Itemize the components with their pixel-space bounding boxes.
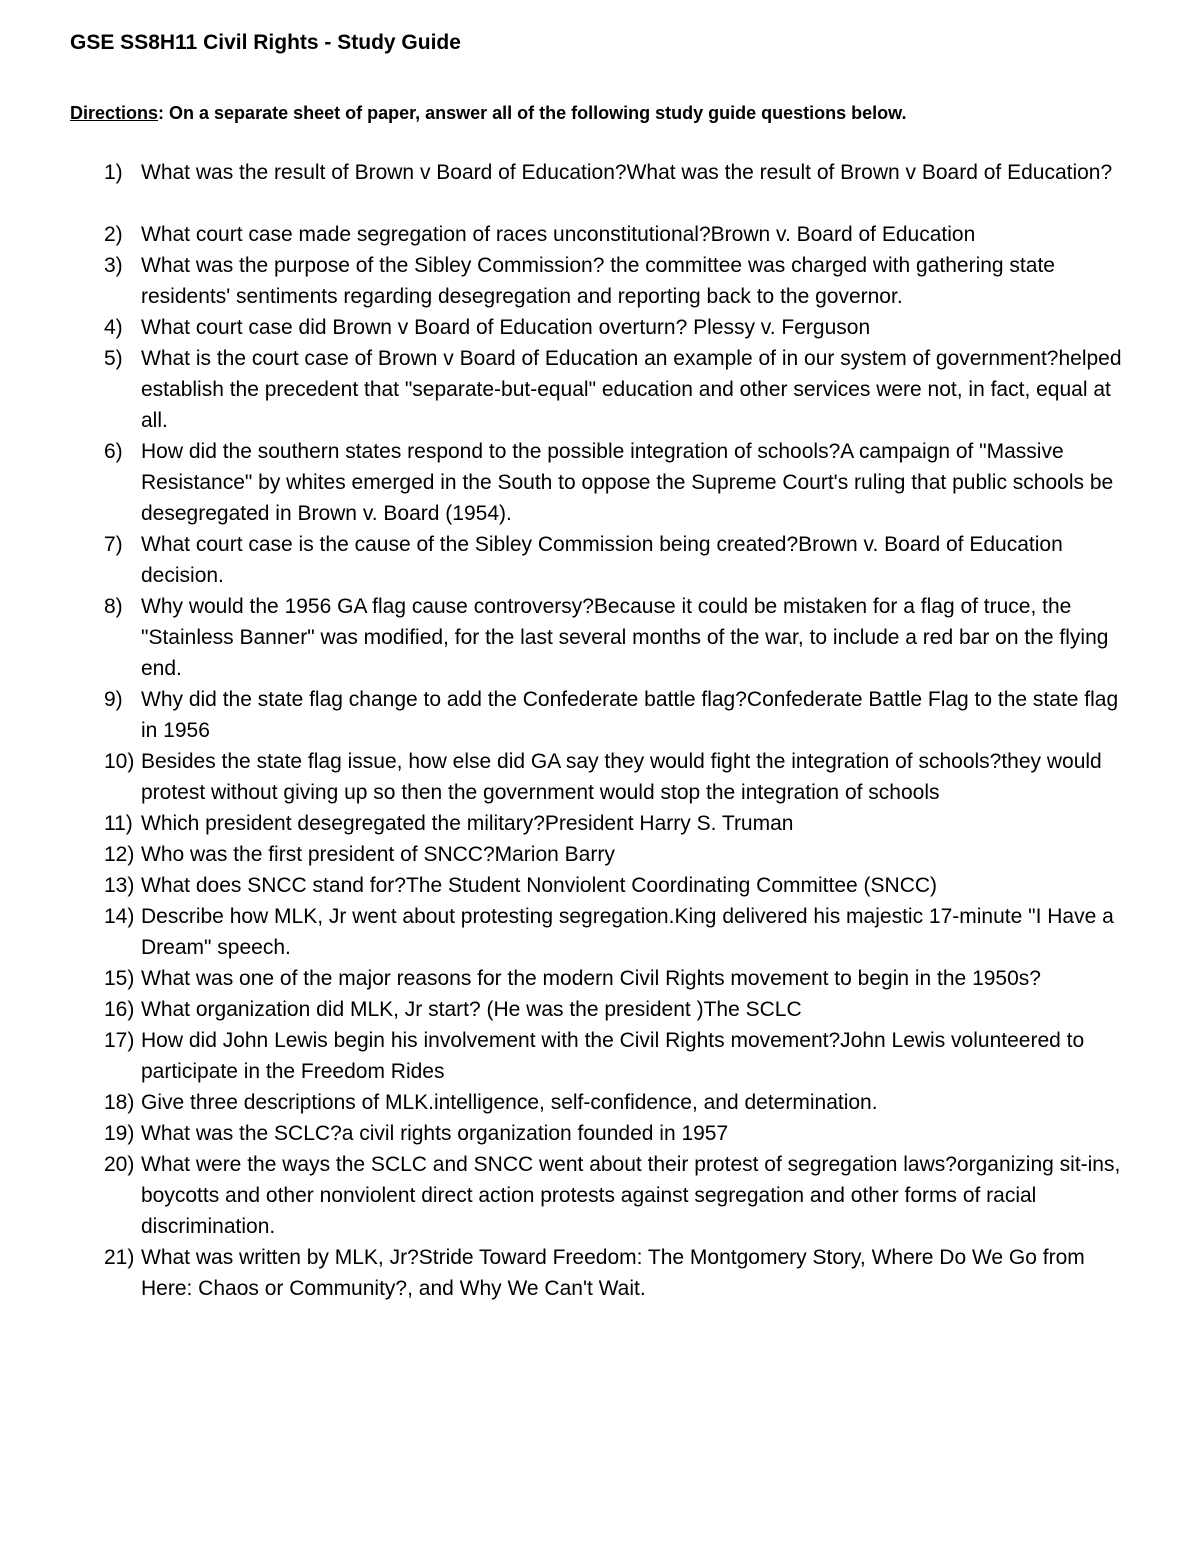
question-text: Why would the 1956 GA flag cause controversy?Because it could be mistaken for a flag of truce, the "Stainless Banner" was modified, for the last several months of the war, to include a red bar on the flying end. xyxy=(141,595,1109,680)
question-text: Give three descriptions of MLK.intelligence, self-confidence, and determination. xyxy=(141,1091,878,1114)
question-text: What does SNCC stand for?The Student Nonviolent Coordinating Committee (SNCC) xyxy=(141,874,938,897)
question-item-8 xyxy=(104,591,1140,684)
question-item-15 xyxy=(104,963,1140,994)
question-item-4 xyxy=(104,312,1140,343)
question-item-20 xyxy=(104,1149,1140,1242)
question-item-13 xyxy=(104,870,1140,901)
question-number: 6) xyxy=(104,440,123,463)
question-number: 14) xyxy=(104,905,135,928)
question-item-18 xyxy=(104,1087,1140,1118)
question-number: 8) xyxy=(104,595,123,618)
question-number: 16) xyxy=(104,998,135,1021)
question-text: What was the result of Brown v Board of Education?What was the result of Brown v Board of Education? xyxy=(141,161,1113,184)
question-number: 9) xyxy=(104,688,123,711)
question-item-9 xyxy=(104,684,1140,746)
question-text: Which president desegregated the military?President Harry S. Truman xyxy=(141,812,794,835)
question-text: What was the purpose of the Sibley Commission? the committee was charged with gathering state residents' sentiments regarding desegregation and reporting back to the governor. xyxy=(141,254,1055,308)
question-text: What court case made segregation of races unconstitutional?Brown v. Board of Education xyxy=(141,223,976,246)
question-number: 21) xyxy=(104,1246,135,1269)
question-text: Besides the state flag issue, how else did GA say they would fight the integration of schools?they would protest without giving up so then the government would stop the integration of schools xyxy=(141,750,1102,804)
question-number: 2) xyxy=(104,223,123,246)
question-item-2 xyxy=(104,219,1140,250)
question-text: Who was the first president of SNCC?Marion Barry xyxy=(141,843,615,866)
question-item-21 xyxy=(104,1242,1140,1304)
page-title: GSE SS8H11 Civil Rights - Study Guide xyxy=(70,31,461,54)
directions-label: Directions xyxy=(70,103,159,123)
question-number: 15) xyxy=(104,967,135,990)
question-number: 1) xyxy=(104,161,123,184)
question-item-5 xyxy=(104,343,1140,436)
directions xyxy=(70,101,907,125)
question-text: What is the court case of Brown v Board of Education an example of in our system of government?helped establish the precedent that "separate-but-equal" education and other services were not, in fact, equal at all. xyxy=(141,347,1122,432)
question-number: 19) xyxy=(104,1122,135,1145)
question-text: What was the SCLC?a civil rights organization founded in 1957 xyxy=(141,1122,729,1145)
question-text: What was written by MLK, Jr?Stride Toward Freedom: The Montgomery Story, Where Do We Go from Here: Chaos or Community?, and Why We Can't Wait. xyxy=(141,1246,1085,1300)
question-number: 18) xyxy=(104,1091,135,1114)
question-item-6 xyxy=(104,436,1140,529)
question-item-16 xyxy=(104,994,1140,1025)
question-item-1 xyxy=(104,157,1140,188)
question-number: 12) xyxy=(104,843,135,866)
question-item-17 xyxy=(104,1025,1140,1087)
question-text: What court case did Brown v Board of Education overturn? Plessy v. Ferguson xyxy=(141,316,871,339)
question-text: What were the ways the SCLC and SNCC went about their protest of segregation laws?organizing sit-ins, boycotts and other nonviolent direct action protests against segregation and other forms of racial discrimination. xyxy=(141,1153,1121,1238)
question-item-11 xyxy=(104,808,1140,839)
question-item-3 xyxy=(104,250,1140,312)
question-item-14 xyxy=(104,901,1140,963)
question-item-19 xyxy=(104,1118,1140,1149)
question-number: 7) xyxy=(104,533,123,556)
question-text: What was one of the major reasons for the modern Civil Rights movement to begin in the 1950s? xyxy=(141,967,1041,990)
question-text: What court case is the cause of the Sibley Commission being created?Brown v. Board of Education decision. xyxy=(141,533,1063,587)
question-item-7 xyxy=(104,529,1140,591)
question-number: 3) xyxy=(104,254,123,277)
question-text: Why did the state flag change to add the Confederate battle flag?Confederate Battle Flag to the state flag in 1956 xyxy=(141,688,1119,742)
directions-text: : On a separate sheet of paper, answer all of the following study guide questions below. xyxy=(158,103,907,123)
question-text: Describe how MLK, Jr went about protesting segregation.King delivered his majestic 17-minute "I Have a Dream" speech. xyxy=(141,905,1114,959)
question-list xyxy=(104,157,1140,1304)
question-text: How did the southern states respond to the possible integration of schools?A campaign of "Massive Resistance" by whites emerged in the South to oppose the Supreme Court's ruling that public schools be desegregated in Brown v. Board (1954). xyxy=(141,440,1114,525)
question-text: How did John Lewis begin his involvement with the Civil Rights movement?John Lewis volunteered to participate in the Freedom Rides xyxy=(141,1029,1085,1083)
question-item-12 xyxy=(104,839,1140,870)
question-number: 13) xyxy=(104,874,135,897)
question-number: 17) xyxy=(104,1029,135,1052)
question-number: 5) xyxy=(104,347,123,370)
question-number: 4) xyxy=(104,316,123,339)
question-text: What organization did MLK, Jr start? (He was the president )The SCLC xyxy=(141,998,802,1021)
question-item-10 xyxy=(104,746,1140,808)
question-number: 20) xyxy=(104,1153,135,1176)
question-number: 10) xyxy=(104,750,135,773)
question-number: 11) xyxy=(104,812,133,835)
